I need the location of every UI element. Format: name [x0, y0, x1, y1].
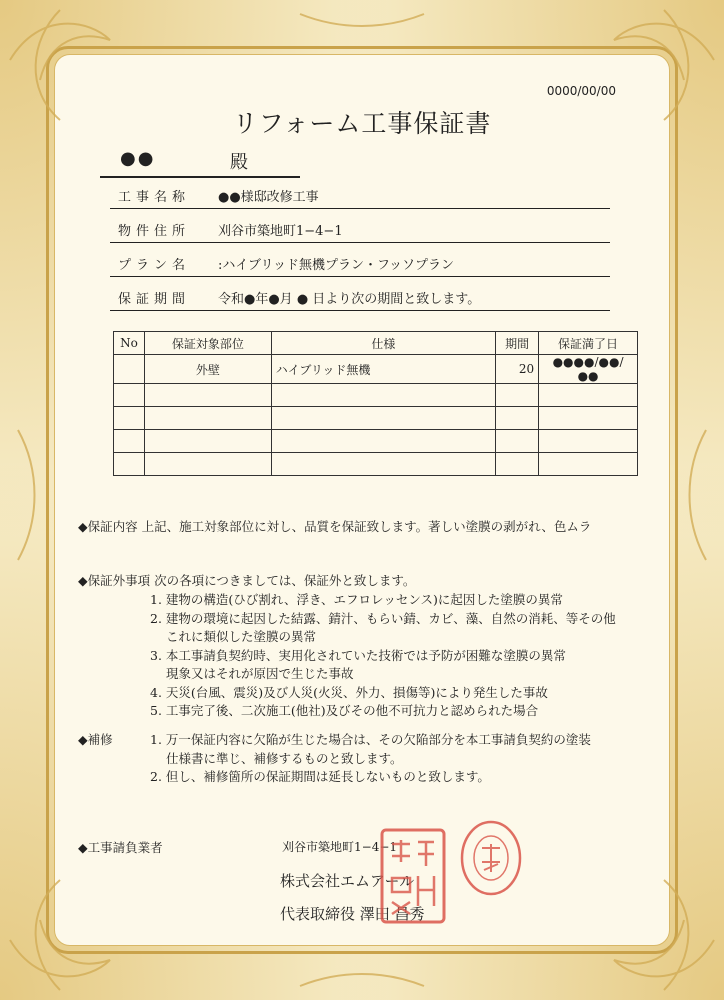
table-cell: 外壁	[144, 355, 271, 384]
exclusions-section	[78, 572, 415, 590]
table-row	[114, 407, 638, 430]
list-item: 5. 工事完了後、二次施工(他社)及びその他不可抗力と認められた場合	[150, 703, 539, 718]
table-row	[114, 453, 638, 476]
list-item: これに類似した塗膜の異常	[166, 629, 317, 644]
table-cell	[114, 407, 145, 430]
table-cell	[539, 453, 638, 476]
issue-date: 0000/00/00	[546, 84, 616, 98]
field-value: :ハイブリッド無機プラン・フッソプラン	[218, 258, 455, 273]
table-cell	[271, 384, 495, 407]
table-cell	[114, 453, 145, 476]
contractor-heading: ◆工事請負業者	[78, 840, 163, 855]
field-property-address	[110, 220, 610, 243]
table-cell	[496, 430, 539, 453]
column-header: 保証対象部位	[144, 332, 271, 355]
table-cell	[144, 430, 271, 453]
table-cell: ハイブリッド無機	[271, 355, 495, 384]
table-row	[114, 355, 638, 384]
company-seal-stamp	[378, 826, 448, 926]
table-cell	[144, 453, 271, 476]
coverage-section	[78, 518, 591, 536]
field-label: 物件住所	[118, 224, 191, 239]
table-cell	[539, 430, 638, 453]
document-title: リフォーム工事保証書	[232, 109, 492, 138]
addressee-line	[100, 146, 300, 178]
list-item: 4. 天災(台風、震災)及び人災(火災、外力、損傷等)により発生した事故	[150, 684, 548, 700]
column-header: No	[114, 332, 145, 355]
list-item: 2. 但し、補修箇所の保証期間は延長しないものと致します。	[150, 769, 490, 784]
field-construction-name	[110, 186, 610, 209]
table-cell	[496, 453, 539, 476]
field-label: 工事名称	[118, 190, 191, 205]
table-cell	[114, 430, 145, 453]
column-header: 保証満了日	[539, 332, 638, 355]
field-value: ●●様邸改修工事	[218, 190, 319, 205]
table-cell	[271, 407, 495, 430]
field-label: プラン名	[118, 258, 191, 273]
list-item: 1. 万一保証内容に欠陥が生じた場合は、その欠陥部分を本工事請負契約の塗装	[150, 732, 591, 747]
table-header-row	[114, 332, 638, 355]
list-item: 仕様書に準じ、補修するものと致します。	[166, 750, 403, 766]
contractor-address: 刈谷市築地町1−4−1	[282, 840, 398, 854]
table-cell	[496, 384, 539, 407]
list-item: 3. 本工事請負契約時、実用化されていた技術では予防が困難な塗膜の異常	[150, 647, 566, 663]
table-cell	[114, 384, 145, 407]
addressee-honorific: 殿	[230, 152, 248, 173]
table-row	[114, 430, 638, 453]
table-cell	[539, 384, 638, 407]
repair-section	[78, 731, 113, 749]
exclusions-intro: 次の各項につきましては、保証外と致します。	[154, 573, 416, 588]
list-item: 現象又はそれが原因で生じた事故	[166, 666, 354, 681]
coverage-heading: ◆保証内容	[78, 519, 138, 534]
list-item: 2. 建物の環境に起因した結露、錆汁、もらい錆、カビ、藻、自然の消耗、等その他	[150, 610, 616, 626]
list-item: 1. 建物の構造(ひび割れ、浮き、エフロレッセンス)に起因した塗膜の異常	[150, 592, 563, 607]
representative-seal-stamp	[458, 818, 524, 898]
exclusions-heading: ◆保証外事項	[78, 573, 151, 588]
addressee-name: ●●	[120, 148, 156, 169]
contractor-representative: 代表取締役 澤田 昌秀	[280, 905, 425, 923]
table-cell	[144, 384, 271, 407]
table-cell	[271, 430, 495, 453]
warranty-table	[113, 331, 638, 476]
contractor-company: 株式会社エムアール	[280, 872, 415, 890]
field-value: 令和●年●月 ● 日より次の期間と致します。	[218, 292, 481, 307]
table-cell	[114, 355, 145, 384]
table-cell	[496, 407, 539, 430]
table-cell: 20	[496, 355, 539, 384]
column-header: 期間	[496, 332, 539, 355]
repair-list	[150, 731, 591, 787]
table-cell	[539, 407, 638, 430]
field-label: 保証期間	[118, 292, 191, 307]
table-cell	[144, 407, 271, 430]
column-header: 仕様	[271, 332, 495, 355]
field-plan-name	[110, 254, 610, 277]
table-cell: ●●●●/●●/●●	[539, 355, 638, 384]
table-cell	[271, 453, 495, 476]
field-value: 刈谷市築地町1−4−1	[218, 224, 343, 239]
table-row	[114, 384, 638, 407]
repair-heading: ◆補修	[78, 732, 113, 747]
coverage-text: 上記、施工対象部位に対し、品質を保証致します。著しい塗膜の剥がれ、色ムラ	[141, 519, 592, 534]
field-warranty-period	[110, 288, 610, 311]
exclusions-list	[150, 591, 616, 721]
